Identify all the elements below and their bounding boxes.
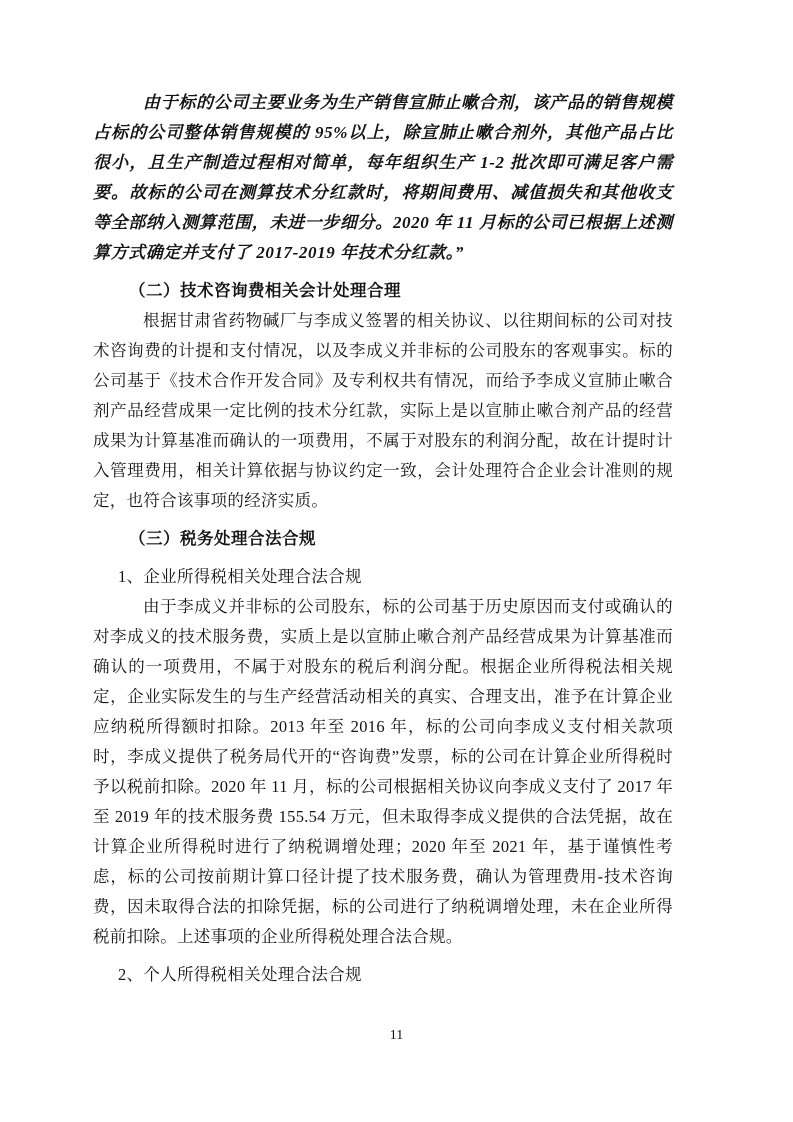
accounting-treatment-paragraph: 根据甘肃省药物碱厂与李成义签署的相关协议、以往期间标的公司对技术咨询费的计提和支付情况，以及李成义并非标的公司股东的客观事实。标的公司基于《技术合作开发合同》及专利权共有情况，而给予李成义宣肺止嗽合剂产品经营成果一定比例的技术分红款，实际上是以宣肺止嗽合剂产品的经营成果为计算基准而确认的一项费用，不属于对股东的利润分配，故在计提时计入管理费用，相关计算依据与协议约定一致，会计处理符合企业会计准则的规定，也符合该事项的经济实质。 [93,311,673,510]
enterprise-income-tax-paragraph: 由于李成义并非标的公司股东，标的公司基于历史原因而支付或确认的对李成义的技术服务费，实质上是以宣肺止嗽合剂产品经营成果为计算基准而确认的一项费用，不属于对股东的税后利润分配。根据企业所得税法相关规定，企业实际发生的与生产经营活动相关的真实、合理支出，准予在计算企业应纳税所得额时扣除。2013 年至 2016 年，标的公司向李成义支付相关款项时，李成义提供了税务局代开的“咨询费”发票，标的公司在计算企业所得税时予以税前扣除。2020 年 11 月，标的公司根据相关协议向李成义支付了 2017 年至 2019 年的技术服务费 155.54 万元，但未取得李成义提供的合法凭据，故在计算企业所得税时进行了纳税调增处理；2020 年至 2021 年，基于谨慎性考虑，标的公司按前期计算口径计提了技术服务费，确认为管理费用-技术咨询费，因未取得合法的扣除凭据，标的公司进行了纳税调增处理，未在企业所得税前扣除。上述事项的企业所得税处理合法合规。 [93,597,673,946]
subsection-title-enterprise-income-tax: 1、企业所得税相关处理合法合规 [118,567,362,586]
page-number: 11 [389,1028,404,1043]
section-heading-accounting-treatment: （二）技术咨询费相关会计处理合理 [129,282,401,300]
section-heading-tax-treatment: （三）税务处理合法合规 [129,530,316,548]
subsection-title-individual-income-tax: 2、个人所得税相关处理合法合规 [118,965,362,984]
quoted-measurement-paragraph: 由于标的公司主要业务为生产销售宣肺止嗽合剂，该产品的销售规模占标的公司整体销售规模的 95%以上，除宣肺止嗽合剂外，其他产品占比很小，且生产制造过程相对简单，每年组织生产 1-2 批次即可满足客户需要。故标的公司在测算技术分红款时，将期间费用、减值损失和其他收支等全部纳入测算范围，未进一步细分。2020 年 11 月标的公司已根据上述测算方式确定并支付了 2017-2019 年技术分红款。” [93,93,673,262]
